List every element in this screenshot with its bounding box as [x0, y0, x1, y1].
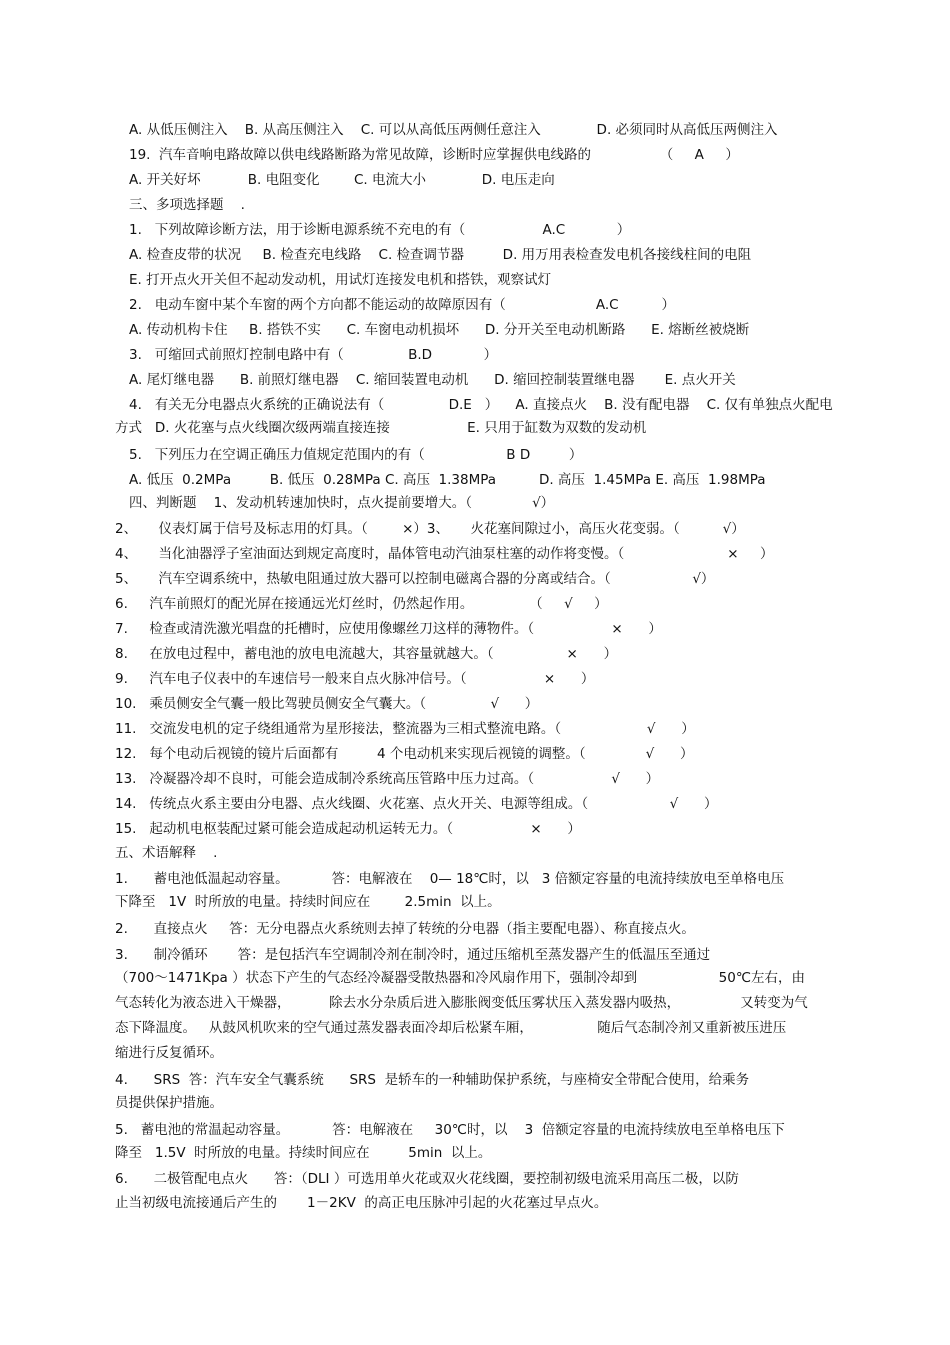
term-3-cont-4: 缩进行反复循环。 [115, 1045, 223, 1061]
term-3: 3. 制冷循环 答：是包括汽车空调制冷剂在制冷时，通过压缩机至蒸发器产生的低温压至通过 [115, 947, 711, 963]
option-line-18: A. 从低压侧注入 B. 从高压侧注入 C. 可以从高低压两侧任意注入 D. 必须同时从高低压两侧注入 [129, 122, 778, 138]
section-heading-true-false: 四、判断题 1、发动机转速加快时，点火提前要增大。（ √） [129, 495, 555, 511]
multi-options-5: A. 低压 0.2MPa B. 低压 0.28MPa C. 高压 1.38MPa D. 高压 1.45MPa E. 高压 1.98MPa [129, 472, 766, 488]
term-6-cont: 止当初级电流接通后产生的 1－2KV 的高正电压脉冲引起的火花塞过早点火。 [115, 1195, 608, 1211]
question-19: 19. 汽车音响电路故障以供电线路断路为常见故障，诊断时应掌握供电线路的 （ A ） [129, 147, 739, 163]
tf-items-2-3: 2、 仪表灯属于信号及标志用的灯具。（ ×）3、 火花塞间隙过小，高压火花变弱。（ √） [115, 521, 745, 537]
term-4-cont: 员提供保护措施。 [115, 1095, 223, 1111]
multi-question-3: 3. 可缩回式前照灯控制电路中有（ B.D ） [129, 347, 498, 363]
multi-question-5: 5. 下列压力在空调正确压力值规定范围内的有（ B D ） [129, 447, 583, 463]
term-3-cont-3: 态下降温度。 从鼓风机吹来的空气通过蒸发器表面冷却后松紧车厢， 随后气态制冷剂又重新被压进压 [115, 1020, 787, 1036]
multi-question-1: 1. 下列故障诊断方法，用于诊断电源系统不充电的有（ A.C ） [129, 222, 631, 238]
tf-item-4: 4、 当化油器浮子室油面达到规定高度时，晶体管电动汽油泵柱塞的动作将变慢。（ × ） [115, 546, 774, 562]
term-2: 2. 直接点火 答：无分电器点火系统则去掉了转统的分电器（指主要配电器）、称直接点火。 [115, 921, 695, 937]
tf-item-5: 5、 汽车空调系统中，热敏电阻通过放大器可以控制电磁离合器的分离或结合。（ √） [115, 571, 715, 587]
term-1: 1. 蓄电池低温起动容量。 答：电解液在 0— 18℃时，以 3 倍额定容量的电流持续放电至单格电压 [115, 871, 785, 887]
term-5-cont: 降至 1.5V 时所放的电量。持续时间应在 5min 以上。 [115, 1145, 492, 1161]
tf-item-6: 6. 汽车前照灯的配光屏在接通远光灯丝时，仍然起作用。 （ √ ） [115, 596, 608, 612]
option-line-19: A. 开关好坏 B. 电阻变化 C. 电流大小 D. 电压走向 [129, 172, 555, 188]
tf-item-12: 12. 每个电动后视镜的镜片后面都有 4 个电动机来实现后视镜的调整。（ √ ） [115, 746, 694, 762]
multi-options-4-cont: 方式 D. 火花塞与点火线圈次级两端直接连接 E. 只用于缸数为双数的发动机 [115, 420, 647, 436]
tf-item-8: 8. 在放电过程中，蓄电池的放电电流越大，其容量就越大。（ × ） [115, 646, 618, 662]
term-5: 5. 蓄电池的常温起动容量。 答：电解液在 30℃时，以 3 倍额定容量的电流持续放电至单格电压下 [115, 1122, 785, 1138]
multi-options-1-cont: E. 打开点火开关但不起动发动机，用试灯连接发电机和搭铁，观察试灯 [129, 272, 552, 288]
multi-options-1: A. 检查皮带的状况 B. 检查充电线路 C. 检查调节器 D. 用万用表检查发电机各接线柱间的电阻 [129, 247, 752, 263]
tf-item-14: 14. 传统点火系主要由分电器、点火线圈、火花塞、点火开关、电源等组成。（ √ ） [115, 796, 718, 812]
tf-item-9: 9. 汽车电子仪表中的车速信号一般来自点火脉冲信号。（ × ） [115, 671, 595, 687]
section-heading-multiple-choice: 三、多项选择题 . [129, 197, 245, 213]
term-3-cont-1: （700～1471Kpa ）状态下产生的气态经冷凝器受散热器和冷风扇作用下，强制冷却到 50℃左右，由 [115, 970, 805, 986]
multi-options-2: A. 传动机构卡住 B. 搭铁不实 C. 车窗电动机损坏 D. 分开关至电动机断路 E. 熔断丝被烧断 [129, 322, 750, 338]
tf-item-13: 13. 冷凝器冷却不良时，可能会造成制冷系统高压管路中压力过高。（ √ ） [115, 771, 660, 787]
multi-options-3: A. 尾灯继电器 B. 前照灯继电器 C. 缩回装置电动机 D. 缩回控制装置继电器 E. 点火开关 [129, 372, 736, 388]
term-6: 6. 二极管配电点火 答：（DLI ）可选用单火花或双火花线圈，要控制初级电流采用高压二极，以防 [115, 1171, 739, 1187]
tf-item-10: 10. 乘员侧安全气囊一般比驾驶员侧安全气囊大。（ √ ） [115, 696, 539, 712]
term-4: 4. SRS 答：汽车安全气囊系统 SRS 是轿车的一种辅助保护系统，与座椅安全带配合使用，给乘务 [115, 1072, 750, 1088]
term-3-cont-2: 气态转化为液态进入干燥器， 除去水分杂质后进入膨胀阀变低压雾状压入蒸发器内吸热， 又转变为气 [115, 995, 808, 1011]
tf-item-11: 11. 交流发电机的定子绕组通常为星形接法，整流器为三相式整流电路。（ √ ） [115, 721, 695, 737]
multi-question-4: 4. 有关无分电器点火系统的正确说法有（ D.E ） A. 直接点火 B. 没有配电器 C. 仅有单独点火配电 [129, 397, 833, 413]
tf-item-15: 15. 起动机电枢装配过紧可能会造成起动机运转无力。（ × ） [115, 821, 581, 837]
multi-question-2: 2. 电动车窗中某个车窗的两个方向都不能运动的故障原因有（ A.C ） [129, 297, 675, 313]
term-1-cont: 下降至 1V 时所放的电量。持续时间应在 2.5min 以上。 [115, 894, 501, 910]
tf-item-7: 7. 检查或清洗激光唱盘的托槽时，应使用像螺丝刀这样的薄物件。（ × ） [115, 621, 662, 637]
section-heading-terms: 五、术语解释 . [115, 845, 218, 861]
